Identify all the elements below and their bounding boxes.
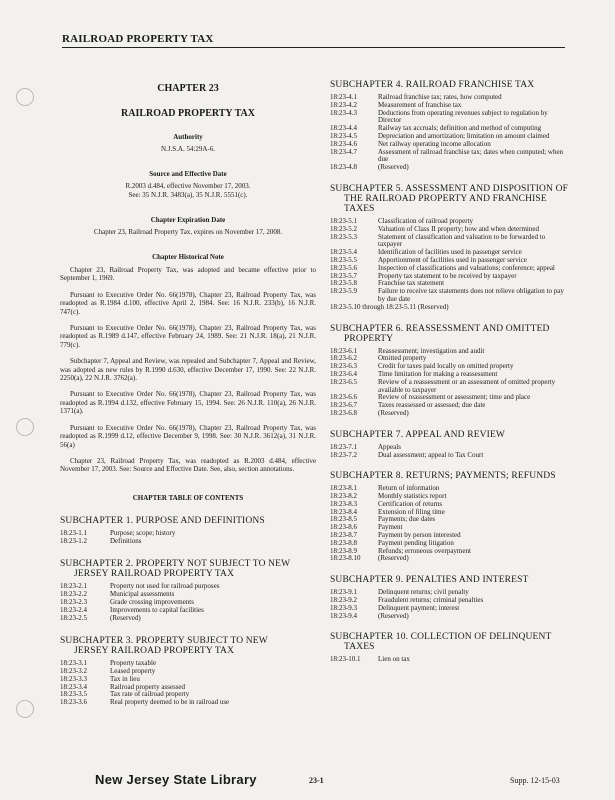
chapter-title: RAILROAD PROPERTY TAX: [121, 108, 255, 119]
subchapter-title-line: SUBCHAPTER 3. PROPERTY SUBJECT TO NEW: [60, 636, 268, 647]
section-title: Monthly statistics report: [378, 492, 447, 501]
section-entry: [330, 485, 570, 493]
section-entry: [330, 555, 570, 563]
subchapter-title-line: SUBCHAPTER 1. PURPOSE AND DEFINITIONS: [60, 515, 265, 526]
subchapter-title: [60, 636, 316, 656]
section-title: Delinquent payment; interest: [378, 603, 460, 612]
history-paragraph: Chapter 23, Railroad Property Tax, was adopted and became effective prior to September 1, 1969.: [60, 266, 316, 283]
subchapter-title: [60, 516, 316, 526]
subchapter-title-line: SUBCHAPTER 5. ASSESSMENT AND DISPOSITION OF: [330, 183, 569, 194]
section-title: Leased property: [110, 667, 156, 676]
section-list: [60, 583, 316, 622]
section-list: [330, 444, 570, 460]
section-number: 18:23-6.3: [330, 362, 358, 371]
header-rule: [62, 47, 565, 48]
right-column: [330, 80, 570, 664]
section-entry: [60, 615, 316, 623]
source-line-1: R.2003 d.484, effective November 17, 2003.: [125, 182, 251, 190]
section-title: 18:23-5.10 through 18:23-5.11 (Reserved): [330, 302, 449, 311]
section-number: 18:23-5.2: [330, 224, 358, 233]
section-entry: [330, 501, 570, 509]
section-title: (Reserved): [378, 408, 409, 417]
section-number: 18:23-4.7: [330, 147, 358, 156]
section-number: 18:23-3.2: [60, 667, 88, 676]
history-paragraph: Subchapter 7, Appeal and Review, was repealed and Subchapter 7, Appeal and Review, was adopted as new rules by R.1990 d.630, effective December 17, 1990. See: 22 N.J.R. 2250(a), 22 N.J.R. 3762(a).: [60, 357, 316, 383]
section-title: (Reserved): [110, 613, 141, 622]
punch-hole-top: [16, 88, 34, 106]
section-number: 18:23-6.4: [330, 369, 358, 378]
subchapter-title-line: PROPERTY: [344, 333, 394, 344]
section-title: Real property deemed to be in railroad use: [110, 698, 230, 707]
section-title: Depreciation and amortization; limitation on amount claimed: [378, 131, 550, 140]
section-number: 18:23-3.3: [60, 674, 88, 683]
section-entry: [330, 110, 570, 126]
library-watermark: New Jersey State Library: [95, 772, 257, 787]
subchapter-title: [330, 430, 570, 440]
subchapter-title-line: JERSEY RAILROAD PROPERTY TAX: [74, 569, 235, 580]
section-entry: [330, 234, 570, 250]
subchapter-title-line: THE RAILROAD PROPERTY AND FRANCHISE: [344, 193, 547, 204]
section-title: Statement of classification and valuation to be forwarded to taxpayer: [378, 232, 546, 249]
section-number: 18:23-5.7: [330, 271, 358, 280]
section-number: 18:23-1.1: [60, 528, 88, 537]
section-number: 18:23-2.4: [60, 605, 88, 614]
section-entry: [60, 660, 316, 668]
section-entry: [330, 605, 570, 613]
subchapter-title-line: SUBCHAPTER 4. RAILROAD FRANCHISE TAX: [330, 80, 535, 90]
punch-hole-bottom: [16, 700, 34, 718]
authority-heading: Authority: [173, 133, 203, 141]
subchapter-title-line: SUBCHAPTER 9. PENALTIES AND INTEREST: [330, 575, 529, 586]
section-title: (Reserved): [378, 163, 409, 172]
section-number: 18:23-6.1: [330, 346, 358, 355]
history-notes: [60, 266, 316, 474]
section-entry: [330, 493, 570, 501]
table-of-contents-heading: CHAPTER TABLE OF CONTENTS: [132, 493, 244, 502]
section-title: Certification of returns: [378, 499, 443, 508]
section-title: Refunds; erroneous overpayment: [378, 546, 471, 555]
section-title: Railroad franchise tax; rates, how computed: [378, 93, 502, 101]
section-number: 18:23-4.5: [330, 131, 358, 140]
section-number: 18:23-6.2: [330, 354, 358, 363]
subchapter-title-line: TAXES: [344, 203, 375, 214]
subchapter-title: [330, 471, 570, 481]
section-list: [60, 530, 316, 546]
section-entry: [60, 530, 316, 538]
section-title: Payments; due dates: [378, 515, 436, 524]
history-paragraph: Pursuant to Executive Order No. 66(1978), Chapter 23, Railroad Property Tax, was readopted as R.1999 d.12, effective December 9, 1998. See: 30 N.J.R. 3612(a), 31 N.J.R. 56(a): [60, 423, 316, 449]
section-title: Omitted property: [378, 354, 427, 363]
section-number: 18:23-4.6: [330, 139, 358, 148]
section-entry: [330, 402, 570, 410]
section-number: 18:23-5.1: [330, 216, 358, 225]
section-number: 18:23-6.8: [330, 408, 358, 417]
section-number: 18:23-10.1: [330, 655, 361, 664]
section-title: Property not used for railroad purposes: [110, 582, 220, 591]
section-entry: [330, 516, 570, 524]
section-title: Credit for taxes paid locally on omitted property: [378, 362, 514, 371]
section-number: 18:23-9.2: [330, 596, 358, 605]
section-entry: [330, 656, 570, 664]
section-title: Extension of filing time: [378, 507, 445, 516]
history-paragraph: Chapter 23, Railroad Property Tax, was readopted as R.2003 d.484, effective November 17, 2003. See: Source and Effective Date. See, also, section annotations.: [60, 456, 316, 474]
section-number: 18:23-8.10: [330, 554, 361, 563]
section-number: 18:23-9.3: [330, 603, 358, 612]
subchapter-title: [330, 632, 570, 652]
section-entry: [60, 538, 316, 546]
history-heading: Chapter Historical Note: [152, 253, 224, 261]
subchapter-title: [330, 324, 570, 344]
section-title: Return of information: [378, 484, 440, 493]
section-entry: [330, 613, 570, 621]
section-title: Net railway operating income allocation: [378, 139, 491, 148]
section-title: Taxes reassessed or assessed; due date: [378, 401, 486, 410]
section-title: Payment by person interested: [378, 531, 461, 540]
section-list: [330, 656, 570, 664]
expiration-heading: Chapter Expiration Date: [150, 216, 226, 224]
section-title: Review of reassessment or assessment; time and place: [378, 393, 531, 402]
left-subchapter-list: [60, 516, 316, 707]
section-number: 18:23-9.1: [330, 588, 358, 597]
section-title: Municipal assessments: [110, 590, 175, 599]
section-title: Railroad property assessed: [110, 682, 186, 691]
section-title: Improvements to capital facilities: [110, 605, 204, 614]
section-title: Railway tax accruals; definition and method of computing: [378, 124, 542, 133]
section-number: 18:23-6.6: [330, 393, 358, 402]
section-title: (Reserved): [378, 611, 409, 620]
section-number: 18:23-9.4: [330, 611, 358, 620]
section-number: 18:23-5.8: [330, 279, 358, 288]
section-title: Review of a reassessment or an assessment of omitted property available to taxpayer: [378, 377, 556, 394]
section-number: 18:23-8.7: [330, 531, 358, 540]
section-title: Franchise tax statement: [378, 279, 445, 288]
section-number: 18:23-3.1: [60, 659, 88, 668]
section-title: Fraudulent returns; criminal penalties: [378, 596, 484, 605]
subchapter-title: [330, 575, 570, 585]
section-number: 18:23-8.4: [330, 507, 358, 516]
section-title: Property tax statement to be received by taxpayer: [378, 271, 517, 280]
supplement-date: Supp. 12-15-03: [510, 776, 560, 785]
section-number: 18:23-7.1: [330, 442, 358, 451]
section-number: 18:23-8.6: [330, 523, 358, 532]
section-title: Classification of railroad property: [378, 216, 474, 225]
section-number: 18:23-5.6: [330, 263, 358, 272]
right-subchapter-list: [330, 80, 570, 664]
section-entry: [330, 452, 570, 460]
chapter-number: CHAPTER 23: [157, 83, 219, 94]
section-list: [330, 589, 570, 620]
section-entry: [60, 676, 316, 684]
section-number: 18:23-5.4: [330, 248, 358, 257]
section-title: Delinquent returns; civil penalty: [378, 588, 469, 597]
section-number: 18:23-8.2: [330, 492, 358, 501]
subchapter-title-line: SUBCHAPTER 7. APPEAL AND REVIEW: [330, 429, 506, 440]
section-number: 18:23-2.1: [60, 582, 88, 591]
section-list: [330, 94, 570, 172]
subchapter-title: [60, 559, 316, 579]
section-number: 18:23-4.8: [330, 163, 358, 172]
section-entry: [330, 273, 570, 281]
section-title: Purpose; scope; history: [110, 528, 176, 537]
section-entry: [330, 348, 570, 356]
section-entry: [330, 164, 570, 172]
section-title: Definitions: [110, 536, 142, 545]
section-entry: [330, 410, 570, 418]
section-number: 18:23-4.3: [330, 108, 358, 117]
section-number: 18:23-8.9: [330, 546, 358, 555]
history-paragraph: Pursuant to Executive Order No. 66(1978), Chapter 23, Railroad Property Tax, was readopted as R.1984 d.100, effective April 2, 1984. See: 16 N.J.R. 233(b), 16 N.J.R. 747(c).: [60, 290, 316, 316]
section-number: 18:23-3.6: [60, 698, 88, 707]
section-title: Failure to receive tax statements does not relieve obligation to pay by due date: [378, 287, 564, 303]
left-column: [60, 80, 316, 707]
section-title: Reassessment; investigation and audit: [378, 346, 485, 355]
section-title: Payment pending litigation: [378, 538, 454, 547]
section-title: Inspection of classifications and valuations; conference; appeal: [378, 263, 555, 272]
section-title: Appeals: [378, 442, 401, 451]
subchapter-title-line: SUBCHAPTER 8. RETURNS; PAYMENTS; REFUNDS: [330, 471, 556, 482]
section-title: Dual assessment; appeal to Tax Court: [378, 450, 484, 459]
subchapter-title-line: JERSEY RAILROAD PROPERTY TAX: [74, 646, 235, 657]
section-list: [60, 660, 316, 707]
section-number: 18:23-8.8: [330, 538, 358, 547]
section-number: 18:23-3.5: [60, 690, 88, 699]
section-number: 18:23-8.3: [330, 499, 358, 508]
section-title: Grade crossing improvements: [110, 597, 194, 606]
section-number: 18:23-5.3: [330, 232, 358, 241]
subchapter-title: [330, 80, 570, 90]
section-number: 18:23-2.5: [60, 613, 88, 622]
section-entry: [60, 668, 316, 676]
section-list: [330, 348, 570, 418]
subchapter-title-line: SUBCHAPTER 10. COLLECTION OF DELINQUENT: [330, 632, 552, 643]
section-title: Assessment of railroad franchise tax; dates when computed; when due: [378, 147, 564, 164]
section-number: 18:23-4.2: [330, 100, 358, 109]
subchapter-title-line: TAXES: [344, 642, 375, 653]
section-entry: [330, 149, 570, 165]
section-title: Lien on tax: [378, 655, 410, 664]
section-title: Property taxable: [110, 659, 157, 668]
section-title: Identification of facilities used in passenger service: [378, 248, 522, 257]
section-entry: [330, 509, 570, 517]
section-number: 18:23-2.2: [60, 590, 88, 599]
section-list: [330, 218, 570, 312]
section-number: 18:23-1.2: [60, 536, 88, 545]
section-number: 18:23-4.4: [330, 124, 358, 133]
section-title: Payment: [378, 523, 403, 532]
section-entry: [60, 583, 316, 591]
subchapter-title-line: SUBCHAPTER 6. REASSESSMENT AND OMITTED: [330, 323, 550, 334]
section-number: 18:23-3.4: [60, 682, 88, 691]
page-number: 23-1: [309, 776, 324, 785]
section-title: Tax rate of railroad property: [110, 690, 190, 699]
subchapter-title-line: SUBCHAPTER 2. PROPERTY NOT SUBJECT TO NEW: [60, 559, 291, 570]
section-number: 18:23-7.2: [330, 450, 358, 459]
section-title: Measurement of franchise tax: [378, 100, 462, 109]
section-entry: [330, 548, 570, 556]
section-title: Apportionment of facilities used in passenger service: [378, 255, 527, 264]
history-paragraph: Pursuant to Executive Order No. 66(1978), Chapter 23, Railroad Property Tax, was readopted as R.1994 d.132, effective February 15, 1994. See: 26 N.J.R. 110(a), 26 N.J.R. 1371(a).: [60, 390, 316, 416]
section-number: 18:23-6.7: [330, 401, 358, 410]
history-paragraph: Pursuant to Executive Order No. 66(1978), Chapter 23, Railroad Property Tax, was readopted as R.1989 d.147, effective February 24, 1989. See: 21 N.J.R. 18(a), 21 N.J.R. 779(c).: [60, 324, 316, 349]
section-number: 18:23-5.9: [330, 287, 358, 296]
section-list: [330, 485, 570, 563]
section-entry: [330, 288, 570, 304]
subchapter-title: [330, 184, 570, 214]
section-entry: [330, 304, 570, 312]
section-title: Deductions from operating revenues subject to regulation by Director: [378, 108, 548, 125]
section-title: (Reserved): [378, 554, 409, 563]
running-head: RAILROAD PROPERTY TAX: [62, 33, 214, 45]
punch-hole-middle: [16, 418, 34, 436]
section-number: 18:23-2.3: [60, 597, 88, 606]
section-number: 18:23-8.5: [330, 515, 358, 524]
section-entry: [330, 379, 570, 395]
section-entry: [60, 699, 316, 707]
section-number: 18:23-6.5: [330, 377, 358, 386]
source-line-2: See: 35 N.J.R. 3483(a), 35 N.J.R. 5551(c).: [128, 191, 248, 199]
source-heading: Source and Effective Date: [149, 170, 227, 178]
section-title: Tax in lieu: [110, 674, 140, 683]
section-title: Valuation of Class II property; how and when determined: [378, 224, 539, 233]
section-number: 18:23-5.5: [330, 255, 358, 264]
section-number: 18:23-4.1: [330, 93, 358, 101]
section-number: 18:23-8.1: [330, 484, 358, 493]
section-title: Time limitation for making a reassessment: [378, 369, 498, 378]
section-entry: [60, 607, 316, 615]
authority-text: N.J.S.A. 54:29A-6.: [160, 145, 216, 153]
expiration-text: Chapter 23, Railroad Property Tax, expires on November 17, 2008.: [93, 228, 283, 236]
